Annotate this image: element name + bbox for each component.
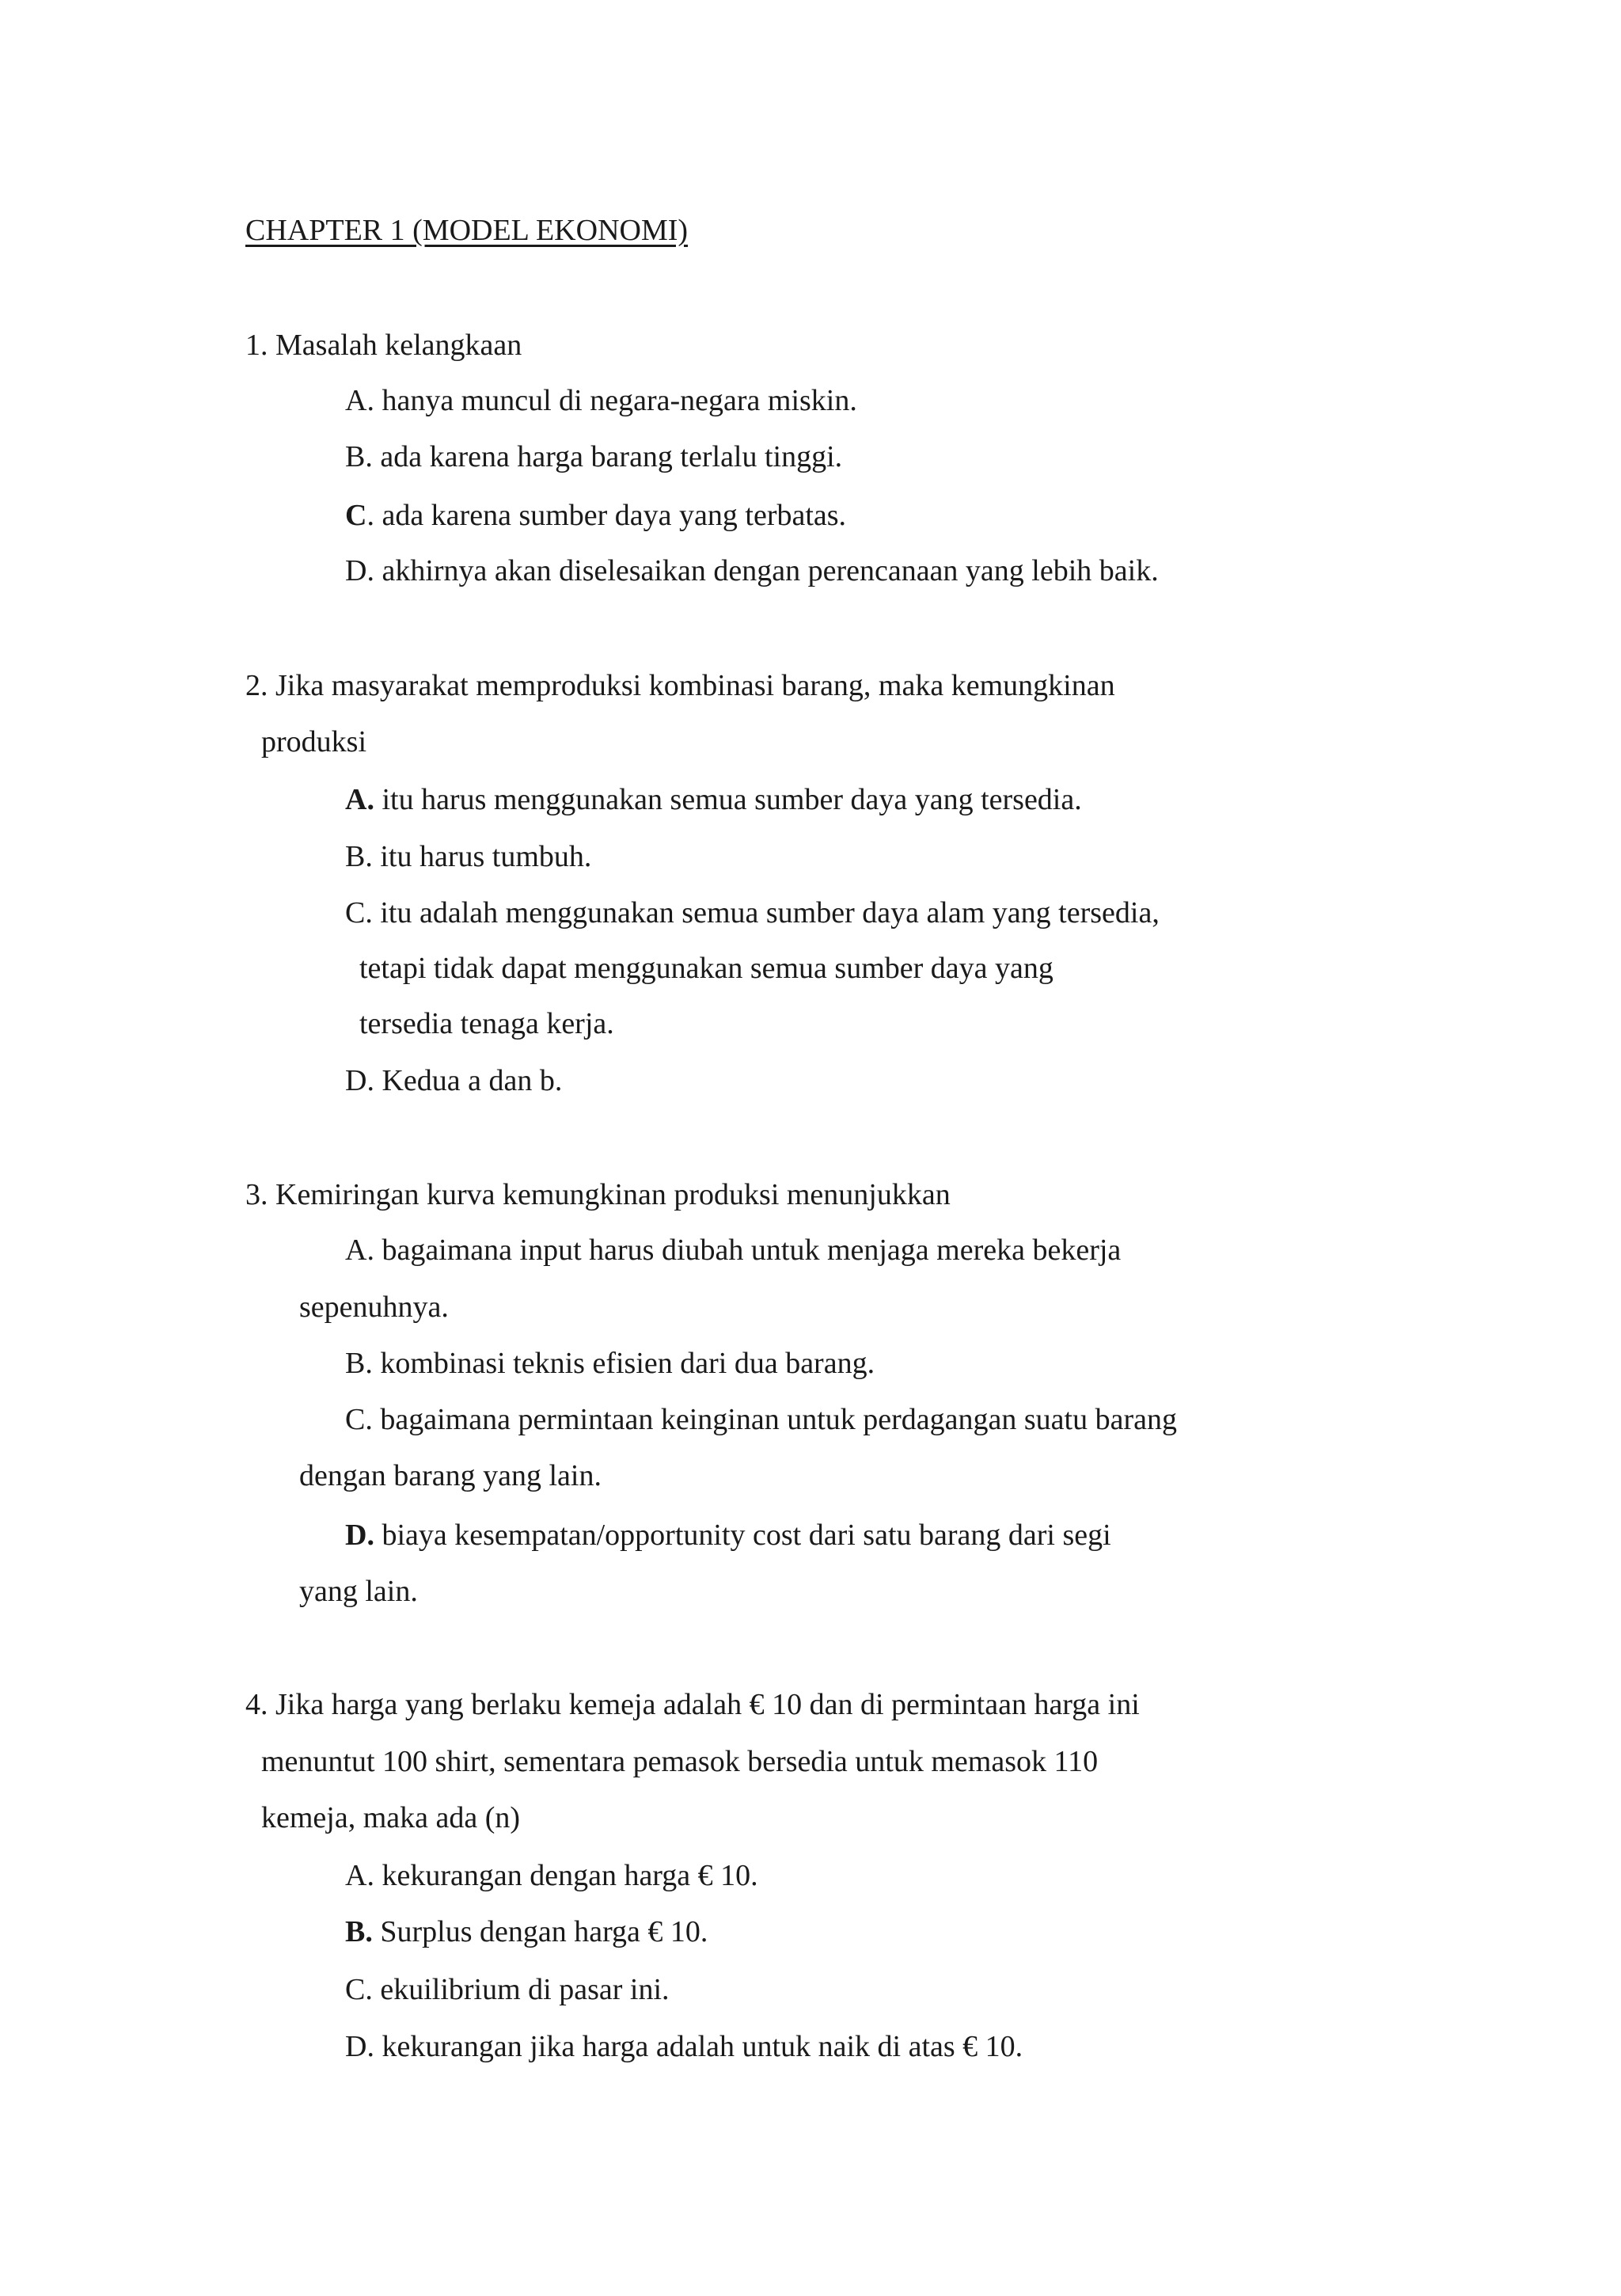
question-4-stem-cont-1: menuntut 100 shirt, sementara pemasok bersedia untuk memasok 110 <box>261 1745 1099 1778</box>
question-3-option-c <box>345 1405 1177 1435</box>
question-4-stem-cont-2: kemeja, maka ada (n) <box>261 1801 521 1834</box>
option-label: D. <box>345 1064 374 1097</box>
question-1-stem: 1. Masalah kelangkaan <box>245 329 522 362</box>
option-text: Kedua a dan b. <box>382 1064 563 1097</box>
option-label: C. <box>345 1403 373 1436</box>
question-3-option-c-cont: dengan barang yang lain. <box>299 1459 602 1492</box>
option-text: akhirnya akan diselesaikan dengan perencanaan yang lebih baik. <box>382 554 1159 587</box>
option-label: B. <box>345 840 373 873</box>
question-4-option-d <box>345 2032 1023 2062</box>
option-label: D. <box>345 2030 374 2063</box>
option-text: ada karena harga barang terlalu tinggi. <box>380 440 843 473</box>
option-text: ekuilibrium di pasar ini. <box>380 1973 670 2006</box>
option-label: A. <box>345 1859 374 1892</box>
option-text: kekurangan jika harga adalah untuk naik di atas € 10. <box>382 2030 1023 2063</box>
question-1-option-d <box>345 556 1159 586</box>
question-2-option-d <box>345 1066 562 1096</box>
option-label: A. <box>345 384 374 417</box>
option-text: itu harus tumbuh. <box>380 840 592 873</box>
question-2-option-a <box>345 785 1082 815</box>
question-3-option-a <box>345 1235 1121 1265</box>
question-2-stem: 2. Jika masyarakat memproduksi kombinasi barang, maka kemungkinan <box>245 669 1115 702</box>
option-text: itu adalah menggunakan semua sumber daya alam yang tersedia, <box>380 896 1160 929</box>
question-1-option-c <box>345 500 846 530</box>
option-label: A. <box>345 1234 374 1267</box>
option-text: bagaimana input harus diubah untuk menjaga mereka bekerja <box>382 1234 1122 1267</box>
option-text: Surplus dengan harga € 10. <box>380 1915 708 1948</box>
option-text: hanya muncul di negara-negara miskin. <box>382 384 857 417</box>
option-label-answer: A. <box>345 783 374 816</box>
question-4-stem: 4. Jika harga yang berlaku kemeja adalah € 10 dan di permintaan harga ini <box>245 1688 1140 1721</box>
option-text: . ada karena sumber daya yang terbatas. <box>366 499 847 532</box>
question-2-stem-cont: produksi <box>261 725 366 758</box>
chapter-title: CHAPTER 1 (MODEL EKONOMI) <box>245 214 689 247</box>
question-2-option-b <box>345 842 591 872</box>
question-4-option-a <box>345 1861 758 1891</box>
option-label: B. <box>345 440 373 473</box>
question-1-option-a <box>345 386 857 416</box>
option-text: bagaimana permintaan keinginan untuk perdagangan suatu barang <box>380 1403 1177 1436</box>
option-label: C. <box>345 1973 373 2006</box>
question-3-stem: 3. Kemiringan kurva kemungkinan produksi menunjukkan <box>245 1178 951 1211</box>
option-label-answer: D. <box>345 1519 374 1552</box>
question-3-option-d-cont: yang lain. <box>299 1575 418 1608</box>
option-label: D. <box>345 554 374 587</box>
option-label-answer: C <box>345 499 367 532</box>
option-label: B. <box>345 1347 373 1380</box>
question-2-option-c <box>345 898 1160 928</box>
option-label: C. <box>345 896 373 929</box>
question-4-option-b <box>345 1917 708 1947</box>
question-2-option-c-cont-1: tetapi tidak dapat menggunakan semua sumber daya yang <box>359 952 1053 985</box>
question-3-option-d <box>345 1520 1111 1550</box>
question-1-option-b <box>345 442 842 472</box>
option-text: itu harus menggunakan semua sumber daya yang tersedia. <box>382 783 1082 816</box>
option-text: kekurangan dengan harga € 10. <box>382 1859 758 1892</box>
option-text: kombinasi teknis efisien dari dua barang. <box>380 1347 875 1380</box>
question-2-option-c-cont-2: tersedia tenaga kerja. <box>359 1007 614 1040</box>
question-3-option-a-cont: sepenuhnya. <box>299 1291 449 1324</box>
question-3-option-b <box>345 1348 875 1378</box>
option-text: biaya kesempatan/opportunity cost dari satu barang dari segi <box>382 1519 1111 1552</box>
question-4-option-c <box>345 1975 670 2005</box>
option-label-answer: B. <box>345 1915 373 1948</box>
